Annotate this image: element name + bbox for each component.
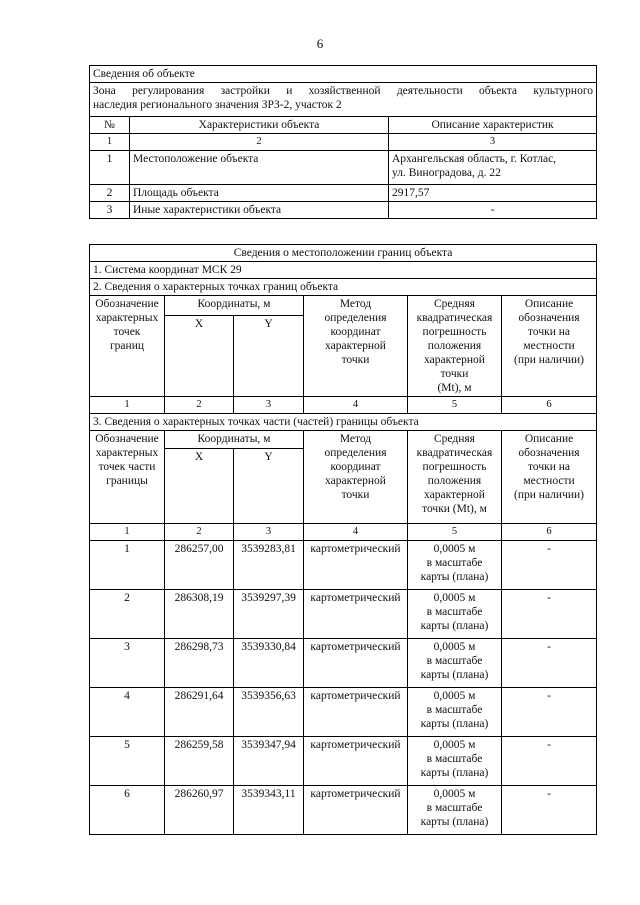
boundaries-table (89, 244, 597, 835)
object-name-line-2: наследия регионального значения ЗРЗ-2, участок 2 (93, 99, 342, 111)
row-characteristic: Площадь объекта (130, 185, 389, 202)
header-num: № (90, 117, 130, 134)
header-line: квадратическая (416, 312, 493, 324)
header-coordinates: Координаты, м (165, 431, 304, 449)
point-error-line: карты (плана) (420, 620, 489, 632)
header-line: Описание (524, 298, 574, 310)
row-description: 2917,57 (389, 185, 597, 202)
object-name-line-1: Зона регулирования застройки и хозяйственной деятельности объекта культурного (93, 85, 594, 97)
point-error-line: 0,0005 м (433, 690, 476, 702)
point-id: 1 (90, 541, 165, 590)
header-line: Обозначение (95, 298, 159, 310)
point-error (408, 639, 502, 688)
header-line: обозначения (518, 312, 580, 324)
object-info-title: Сведения об объекте (90, 66, 597, 83)
header-line: точек части (98, 461, 156, 473)
row-characteristic: Местоположение объекта (130, 151, 389, 185)
header-point-description (502, 296, 597, 397)
point-id: 6 (90, 786, 165, 835)
header-line: положения (427, 475, 482, 487)
header-line: Метод (339, 298, 372, 310)
header-line: точки на (528, 461, 571, 473)
table-row (90, 688, 597, 737)
header-x: X (165, 315, 234, 396)
header-point-designation (90, 296, 165, 397)
header-line: характерных (95, 312, 159, 324)
point-method: картометрический (304, 737, 408, 786)
header-line: точки (Mt), м (422, 503, 487, 515)
point-error (408, 590, 502, 639)
header-line: точки (341, 489, 370, 501)
object-info-table (89, 65, 597, 219)
header-line: характерной точки (424, 354, 485, 380)
point-error-line: в масштабе (426, 557, 483, 569)
point-error-line: в масштабе (426, 655, 483, 667)
header-characteristics: Характеристики объекта (130, 117, 389, 134)
point-error-line: карты (плана) (420, 669, 489, 681)
point-x: 286291,64 (165, 688, 234, 737)
point-id: 5 (90, 737, 165, 786)
header-line: Средняя (434, 433, 475, 445)
header-line: местности (523, 340, 575, 352)
point-x: 286298,73 (165, 639, 234, 688)
header-line: местности (523, 475, 575, 487)
row-number: 3 (90, 202, 130, 219)
col-number: 2 (165, 397, 234, 414)
col-number: 5 (408, 397, 502, 414)
point-method: картометрический (304, 541, 408, 590)
point-description: - (502, 639, 597, 688)
col-number: 5 (408, 524, 502, 541)
point-error (408, 786, 502, 835)
header-line: характерной (325, 340, 386, 352)
point-error-line: в масштабе (426, 704, 483, 716)
point-method: картометрический (304, 688, 408, 737)
point-x: 286257,00 (165, 541, 234, 590)
header-line: характерной (325, 475, 386, 487)
header-line: погрешность (422, 326, 487, 338)
header-line: точек (113, 326, 141, 338)
point-y: 3539297,39 (234, 590, 304, 639)
section-boundary-points: 2. Сведения о характерных точках границ объекта (90, 279, 597, 296)
header-line: определения (324, 447, 387, 459)
col-number: 4 (304, 524, 408, 541)
col-number: 3 (389, 134, 597, 151)
table-row (90, 786, 597, 835)
header-description: Описание характеристик (389, 117, 597, 134)
header-point-description (502, 431, 597, 524)
col-number: 1 (90, 397, 165, 414)
header-line: погрешность (422, 461, 487, 473)
header-line: (при наличии) (514, 354, 584, 366)
point-error-line: в масштабе (426, 802, 483, 814)
header-line: Описание (524, 433, 574, 445)
header-line: обозначения (518, 447, 580, 459)
point-method: картометрический (304, 786, 408, 835)
table-row (90, 541, 597, 590)
row-description-line-1: Архангельская область, г. Котлас, (392, 153, 557, 165)
row-number: 2 (90, 185, 130, 202)
header-line: положения (427, 340, 482, 352)
point-description: - (502, 590, 597, 639)
point-error (408, 737, 502, 786)
header-line: точки (341, 354, 370, 366)
col-number: 6 (502, 397, 597, 414)
header-line: (Mt), м (437, 382, 472, 394)
header-line: координат (330, 461, 381, 473)
point-y: 3539283,81 (234, 541, 304, 590)
header-line: Метод (339, 433, 372, 445)
row-description-line-2: ул. Виноградова, д. 22 (392, 167, 501, 179)
col-number: 2 (165, 524, 234, 541)
row-description (389, 151, 597, 185)
header-line: Обозначение (95, 433, 159, 445)
header-method (304, 431, 408, 524)
point-error (408, 688, 502, 737)
header-line: точки на (528, 326, 571, 338)
header-line: квадратическая (416, 447, 493, 459)
point-error-line: в масштабе (426, 606, 483, 618)
col-number: 1 (90, 134, 130, 151)
point-error-line: карты (плана) (420, 816, 489, 828)
point-error-line: 0,0005 м (433, 788, 476, 800)
col-number: 1 (90, 524, 165, 541)
header-method (304, 296, 408, 397)
point-error-line: карты (плана) (420, 718, 489, 730)
header-error (408, 431, 502, 524)
point-x: 286259,58 (165, 737, 234, 786)
point-error-line: карты (плана) (420, 767, 489, 779)
point-description: - (502, 541, 597, 590)
table-row (90, 590, 597, 639)
point-method: картометрический (304, 639, 408, 688)
header-line: определения (324, 312, 387, 324)
point-y: 3539343,11 (234, 786, 304, 835)
header-line: Средняя (434, 298, 475, 310)
header-x: X (165, 449, 234, 524)
section-part-boundary-points: 3. Сведения о характерных точках части (частей) границы объекта (90, 414, 597, 431)
point-error-line: в масштабе (426, 753, 483, 765)
header-error (408, 296, 502, 397)
header-y: Y (234, 449, 304, 524)
header-line: границы (106, 475, 148, 487)
table-row (90, 185, 597, 202)
table-row (90, 639, 597, 688)
point-error-line: 0,0005 м (433, 641, 476, 653)
table-row (90, 202, 597, 219)
page-number: 6 (316, 36, 324, 51)
header-coordinates: Координаты, м (165, 296, 304, 316)
object-name (90, 83, 597, 117)
point-error-line: 0,0005 м (433, 739, 476, 751)
point-method: картометрический (304, 590, 408, 639)
point-y: 3539356,63 (234, 688, 304, 737)
header-line: (при наличии) (514, 489, 584, 501)
section-coordinate-system: 1. Система координат МСК 29 (90, 262, 597, 279)
point-error-line: 0,0005 м (433, 543, 476, 555)
point-y: 3539330,84 (234, 639, 304, 688)
col-number: 3 (234, 397, 304, 414)
table-row (90, 151, 597, 185)
row-characteristic: Иные характеристики объекта (130, 202, 389, 219)
point-y: 3539347,94 (234, 737, 304, 786)
point-error-line: 0,0005 м (433, 592, 476, 604)
row-description: - (389, 202, 597, 219)
table-row (90, 737, 597, 786)
point-description: - (502, 688, 597, 737)
header-point-designation (90, 431, 165, 524)
point-description: - (502, 786, 597, 835)
point-description: - (502, 737, 597, 786)
point-error (408, 541, 502, 590)
col-number: 3 (234, 524, 304, 541)
point-error-line: карты (плана) (420, 571, 489, 583)
point-id: 4 (90, 688, 165, 737)
col-number: 6 (502, 524, 597, 541)
point-x: 286308,19 (165, 590, 234, 639)
point-x: 286260,97 (165, 786, 234, 835)
row-number: 1 (90, 151, 130, 185)
point-id: 2 (90, 590, 165, 639)
header-line: характерной (424, 489, 485, 501)
col-number: 4 (304, 397, 408, 414)
point-id: 3 (90, 639, 165, 688)
header-line: характерных (95, 447, 159, 459)
boundaries-title: Сведения о местоположении границ объекта (90, 245, 597, 262)
header-line: координат (330, 326, 381, 338)
header-y: Y (234, 315, 304, 396)
header-line: границ (109, 340, 145, 352)
col-number: 2 (130, 134, 389, 151)
